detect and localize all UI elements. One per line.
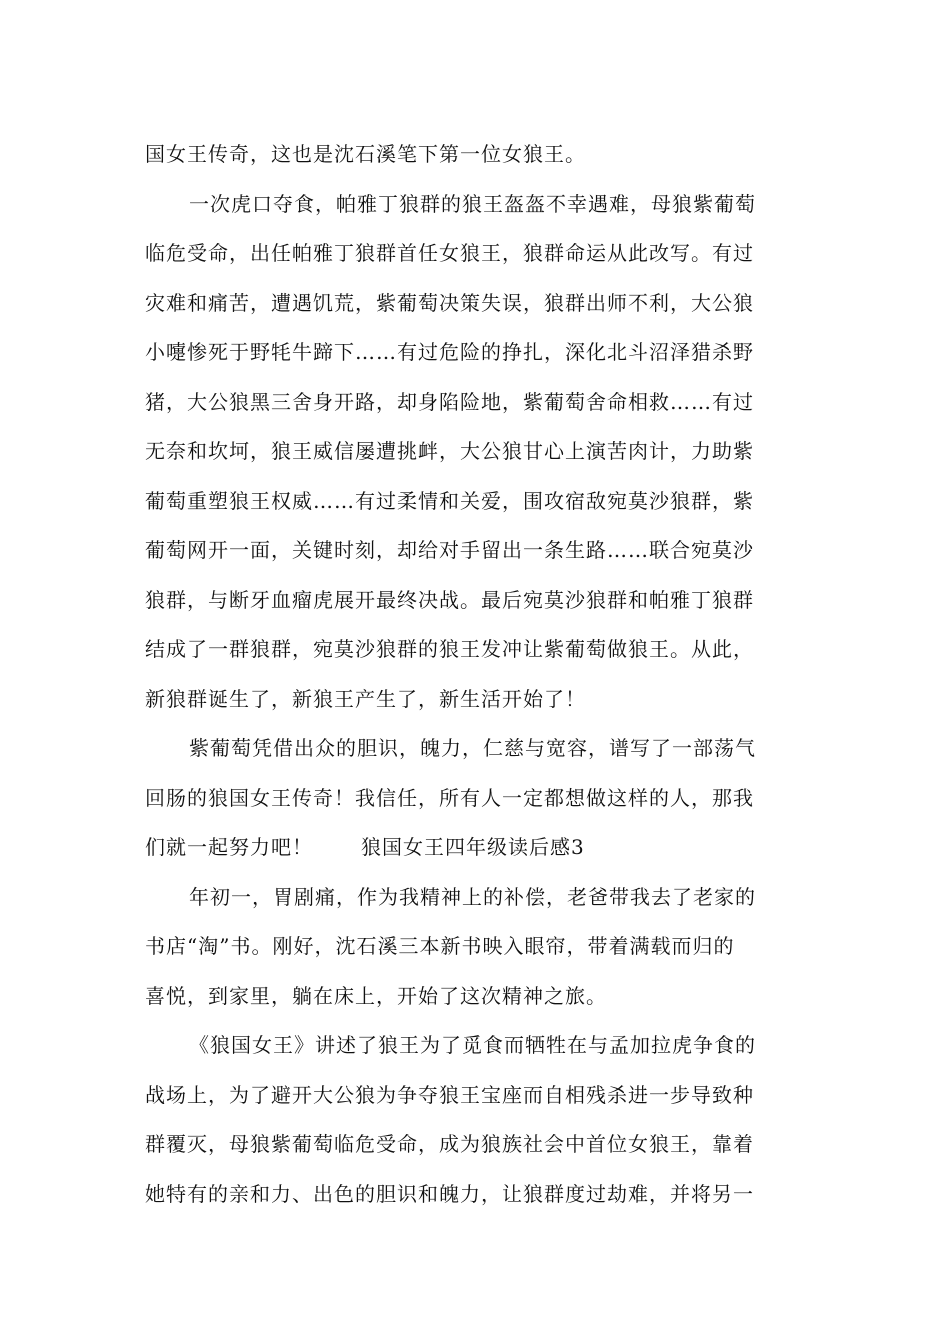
text-line: 群覆灭，母狼紫葡萄临危受命，成为狼族社会中首位女狼王，靠着	[145, 1132, 754, 1156]
text-line: 猪，大公狼黑三舍身开路，却身陷险地，紫葡萄舍命相救……有过	[145, 389, 754, 414]
paragraph-start-line: 紫葡萄凭借出众的胆识，魄力，仁慈与宽容，谱写了一部荡气	[189, 736, 756, 760]
text-line-with-heading	[145, 823, 810, 873]
text-line: 国女王传奇，这也是沈石溪笔下第一位女狼王。	[145, 142, 586, 166]
paragraph-start-line: 年初一，胃剧痛，作为我精神上的补偿，老爸带我去了老家的	[189, 884, 756, 909]
text-line: 狼群，与断牙血瘤虎展开最终决战。最后宛莫沙狼群和帕雅丁狼群	[145, 587, 754, 612]
text-line: 无奈和坎坷，狼王威信屡遭挑衅，大公狼甘心上演苦肉计，力助紫	[145, 439, 754, 463]
inline-heading: 狼国女王四年级读后感3	[361, 835, 585, 859]
text-line: 战场上，为了避开大公狼为争夺狼王宝座而自相残杀进一步导致种	[145, 1082, 754, 1107]
text-line: 临危受命，出任帕雅丁狼群首任女狼王，狼群命运从此改写。有过	[145, 241, 754, 265]
paragraph-start-line: 《狼国女王》讲述了狼王为了觅食而牺牲在与孟加拉虎争食的	[189, 1033, 756, 1057]
text-line: 喜悦，到家里，躺在床上，开始了这次精神之旅。	[145, 983, 607, 1008]
text-line: 结成了一群狼群，宛莫沙狼群的狼王发冲让紫葡萄做狼王。从此，	[145, 637, 754, 661]
text-fragment: 们就一起努力吧！	[145, 835, 313, 859]
text-line: 小嚏惨死于野牦牛蹄下……有过危险的挣扎，深化北斗沼泽猎杀野	[145, 340, 754, 364]
text-line: 新狼群诞生了，新狼王产生了，新生活开始了！	[145, 686, 586, 711]
text-line: 回肠的狼国女王传奇！我信任，所有人一定都想做这样的人，那我	[145, 785, 754, 810]
paragraph-start-line: 一次虎口夺食，帕雅丁狼群的狼王盔盔不幸遇难，母狼紫葡萄	[189, 191, 756, 216]
text-line: 她特有的亲和力、出色的胆识和魄力，让狼群度过劫难，并将另一	[145, 1181, 754, 1206]
text-line: 葡萄网开一面，关键时刻，却给对手留出一条生路……联合宛莫沙	[145, 538, 754, 562]
text-line: 灾难和痛苦，遭遇饥荒，紫葡萄决策失误，狼群出师不利，大公狼	[145, 290, 754, 315]
text-line: 书店“淘”书。刚好，沈石溪三本新书映入眼帘，带着满载而归的	[145, 934, 735, 958]
text-line: 葡萄重塑狼王权威……有过柔情和关爱，围攻宿敌宛莫沙狼群，紫	[145, 488, 754, 513]
body-text	[145, 130, 810, 1219]
